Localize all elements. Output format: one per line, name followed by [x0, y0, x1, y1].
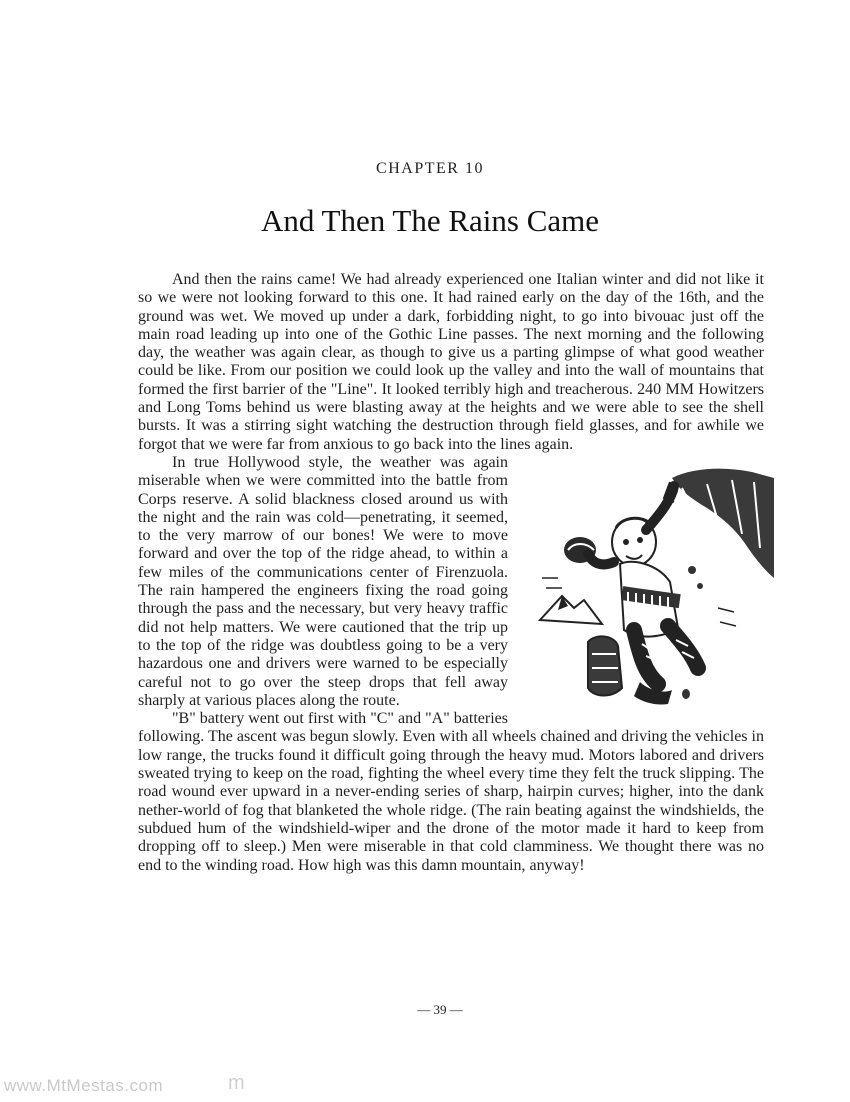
site-watermark: www.MtMestas.com — [4, 1076, 164, 1095]
cartoon-illustration — [522, 458, 774, 724]
chapter-body — [138, 271, 764, 875]
page-number: — 39 — — [417, 1002, 463, 1017]
chapter-label: CHAPTER 10 — [376, 160, 484, 177]
paragraph-3: "B" battery went out first with "C" and "A" batteries following. The ascent was begun slowly. Even with all wheels chained and driving the vehicles in low range, the trucks found it difficult going through the heavy mud. Motors labored and drivers sweated trying to keep on the road, fighting the wheel every time they felt the truck slipping. The road wound ever upward in a never-ending series of sharp, hairpin curves; higher, into the dank nether-world of fog that blanketed the whole ridge. (The rain beating against the windshields, the subdued hum of the windshield-wiper and the drone of the motor made it hard to keep from dropping off to sleep.) Men were miserable in that cold clamminess. We thought there was no end to the winding road. How high was this damn mountain, anyway! — [138, 710, 764, 874]
paragraph-1: And then the rains came! We had already experienced one Italian winter and did not like it so we were not looking forward to this one. It had rained early on the day of the 16th, and the ground was wet. We moved up under a dark, forbidding night, to go into bivouac just off the main road leading up into one of the Gothic Line passes. The next morning and the following day, the weather was again clear, as though to give us a parting glimpse of what good weather could be like. From our position we could look up the valley and into the wall of mountains that formed the first barrier of the "Line". It looked terribly high and treacherous. 240 MM Howitzers and Long Toms behind us were blasting away at the heights and we were able to see the shell bursts. It was a stirring sight watching the destruction through field glasses, and for awhile we forgot that we were far from anxious to go back into the lines again. — [138, 271, 764, 453]
watermark-logo-letter: m — [228, 1072, 245, 1094]
chapter-title: And Then The Rains Came — [260, 203, 600, 238]
paragraph-2: In true Hollywood style, the weather was again miserable when we were committed into the battle from Corps reserve. A solid blackness closed around us with the night and the rain was cold—penetrating, it seemed, to the very marrow of our bones! We were to move forward and over the top of the ridge ahead, to within a few miles of the communications center of Firenzuola. The rain hampered the engineers fixing the road going through the pass and the necessary, but very heavy traffic did not help matters. We were cautioned that the trip up to the top of the ridge was doubtless going to be a very hazardous one and drivers were warned to be especially careful not to go over the steep drops that fell away sharply at various places along the route. — [138, 453, 508, 709]
soldier-falling-drawing — [522, 458, 774, 724]
